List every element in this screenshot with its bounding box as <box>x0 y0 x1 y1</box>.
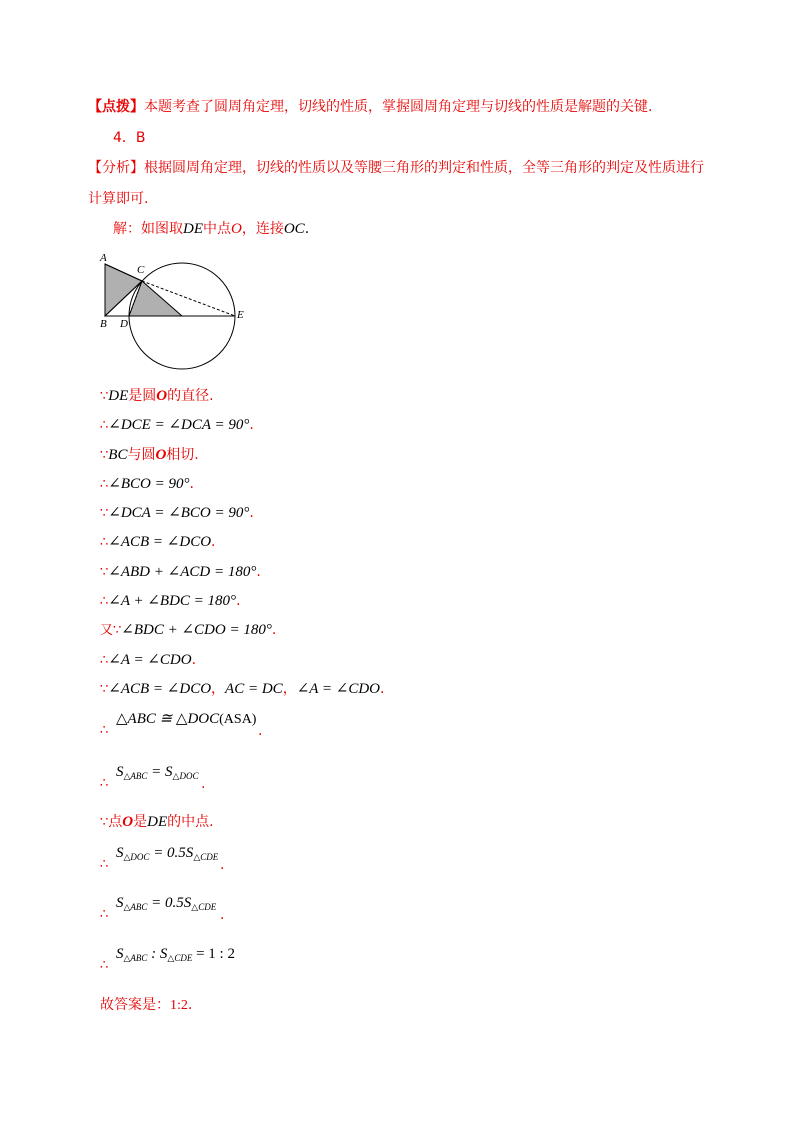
solution-intro-de: DE <box>183 221 203 237</box>
area-2-math <box>116 843 218 867</box>
answer-number: 4．B <box>113 130 146 146</box>
area-4-math <box>116 944 235 968</box>
tip-line <box>88 97 652 117</box>
step-5 <box>100 503 254 524</box>
because-symbol: ∵ <box>100 682 109 697</box>
label-b: B <box>100 318 107 330</box>
step-10 <box>100 650 196 671</box>
area-symbol: S <box>116 895 124 911</box>
final-answer-end: . <box>187 997 193 1013</box>
step-8-math: ∠A + ∠BDC = 180° <box>108 593 237 609</box>
area-1-math <box>116 762 198 786</box>
solution-intro <box>113 219 309 239</box>
also-because-symbol: 又∵ <box>100 623 122 638</box>
step-3-o: O <box>155 447 167 463</box>
area-symbol: S <box>116 845 124 861</box>
analysis-line-1 <box>88 158 704 178</box>
because-symbol: ∵ <box>100 815 109 830</box>
midpoint-de: DE <box>147 814 168 830</box>
step-11-end: . <box>380 681 385 697</box>
step-9-math: ∠BDC + ∠CDO = 180° <box>121 622 272 638</box>
step-4-end: . <box>189 476 194 492</box>
solution-intro-o: O <box>231 221 242 237</box>
analysis-tag: 【分析】 <box>88 160 144 176</box>
step-3-math: BC <box>108 447 128 463</box>
tip-text: 本题考查了圆周角定理，切线的性质，掌握圆周角定理与切线的性质是解题的关键. <box>144 99 653 115</box>
step-2-math: ∠DCE = ∠DCA = 90° <box>108 417 250 433</box>
congruence-math: △ABC ≅ △DOC <box>116 711 220 727</box>
therefore-symbol: ∴ <box>100 776 109 791</box>
area-2-end: . <box>220 857 225 873</box>
area-equation: = 0.5S <box>149 845 194 861</box>
analysis-text-1: 根据圆周角定理，切线的性质以及等腰三角形的判定和性质，全等三角形的判定及性质进行 <box>144 160 704 176</box>
because-symbol: ∵ <box>100 448 109 463</box>
area-subscript: △CDE <box>191 902 217 912</box>
label-e: E <box>237 309 244 321</box>
step-6-end: . <box>211 534 216 550</box>
step-5-math: ∠DCA = ∠BCO = 90° <box>108 505 250 521</box>
step-7-end: . <box>256 564 261 580</box>
step-11-math-b: AC = DC <box>225 681 283 697</box>
area-equation: = S <box>147 764 173 780</box>
step-11 <box>100 679 384 700</box>
step-9 <box>100 620 276 641</box>
step-1-text-a: 是圆 <box>128 388 157 404</box>
step-9-end: . <box>271 622 277 638</box>
step-3-text-a: 与圆 <box>127 447 156 463</box>
therefore-symbol: ∴ <box>100 958 109 973</box>
solution-intro-text-a: 解：如图取 <box>113 221 183 237</box>
step-11-math-c: ∠A = ∠CDO <box>296 681 381 697</box>
step-1-text-b: 的直径. <box>167 388 214 404</box>
step-2 <box>100 415 254 436</box>
step-10-end: . <box>191 652 197 668</box>
step-1-o: O <box>156 388 168 404</box>
therefore-symbol: ∴ <box>100 477 109 492</box>
step-6 <box>100 532 216 553</box>
therefore-symbol: ∴ <box>100 723 109 738</box>
therefore-symbol: ∴ <box>100 535 109 550</box>
label-a: A <box>100 252 107 264</box>
step-7 <box>100 562 261 583</box>
step-7-math: ∠ABD + ∠ACD = 180° <box>108 564 257 580</box>
because-symbol: ∵ <box>100 565 109 580</box>
step-4 <box>100 474 194 495</box>
label-c: C <box>137 264 145 276</box>
step-2-end: . <box>249 417 254 433</box>
step-3 <box>100 445 199 466</box>
area-3-end: . <box>220 907 225 923</box>
step-1 <box>100 386 214 407</box>
step-10-math: ∠A = ∠CDO <box>108 652 192 668</box>
therefore-symbol: ∴ <box>100 418 109 433</box>
area-subscript: △CDE <box>193 852 219 862</box>
congruence-asa: (ASA) <box>219 712 257 727</box>
step-11-math-a: ∠ACB = ∠DCO <box>108 681 212 697</box>
congruence-end: . <box>258 723 263 739</box>
area-subscript: △ABC <box>123 902 148 912</box>
area-3-math <box>116 893 216 917</box>
solution-intro-end: . <box>304 221 310 237</box>
step-8 <box>100 591 241 612</box>
area-subscript: △DOC <box>123 852 150 862</box>
step-11-sep-1: ， <box>211 681 226 697</box>
midpoint-text-a: 点 <box>108 814 123 830</box>
because-symbol: ∵ <box>100 506 109 521</box>
midpoint-text-b: 是 <box>133 814 148 830</box>
area-subscript: △CDE <box>167 953 193 963</box>
solution-intro-oc: OC <box>283 221 305 237</box>
midpoint-text-c: 的中点. <box>167 814 214 830</box>
final-answer-label: 故答案是： <box>100 997 170 1013</box>
tip-tag: 【点拨】 <box>88 99 144 115</box>
solution-intro-text-b: 中点 <box>203 221 231 237</box>
solution-intro-text-c: ，连接 <box>241 221 284 237</box>
area-ratio-value: = 1 : 2 <box>192 946 235 962</box>
analysis-line-2: 计算即可. <box>88 191 149 207</box>
because-symbol: ∵ <box>100 389 109 404</box>
label-d: D <box>120 318 128 330</box>
step-11-sep-2: ， <box>282 681 297 697</box>
midpoint-o: O <box>122 814 134 830</box>
step-3-text-b: 相切. <box>166 447 199 463</box>
final-answer <box>100 995 192 1016</box>
therefore-symbol: ∴ <box>100 857 109 872</box>
area-symbol: S <box>116 946 124 962</box>
step-6-math: ∠ACB = ∠DCO <box>108 534 212 550</box>
therefore-symbol: ∴ <box>100 594 109 609</box>
therefore-symbol: ∴ <box>100 907 109 922</box>
step-4-math: ∠BCO = 90° <box>108 476 190 492</box>
final-answer-value: 1:2 <box>170 998 188 1013</box>
step-5-end: . <box>249 505 254 521</box>
area-subscript: △DOC <box>172 771 199 781</box>
therefore-symbol: ∴ <box>100 653 109 668</box>
step-1-math: DE <box>108 388 129 404</box>
area-subscript: △ABC <box>123 771 148 781</box>
area-symbol: S <box>116 764 124 780</box>
area-1-end: . <box>201 776 206 792</box>
area-equation: = 0.5S <box>147 895 192 911</box>
step-8-end: . <box>236 593 241 609</box>
area-subscript: △ABC <box>123 953 148 963</box>
midpoint-line <box>100 812 214 833</box>
geometry-figure <box>96 250 256 372</box>
area-ratio-colon: : S <box>147 946 168 962</box>
